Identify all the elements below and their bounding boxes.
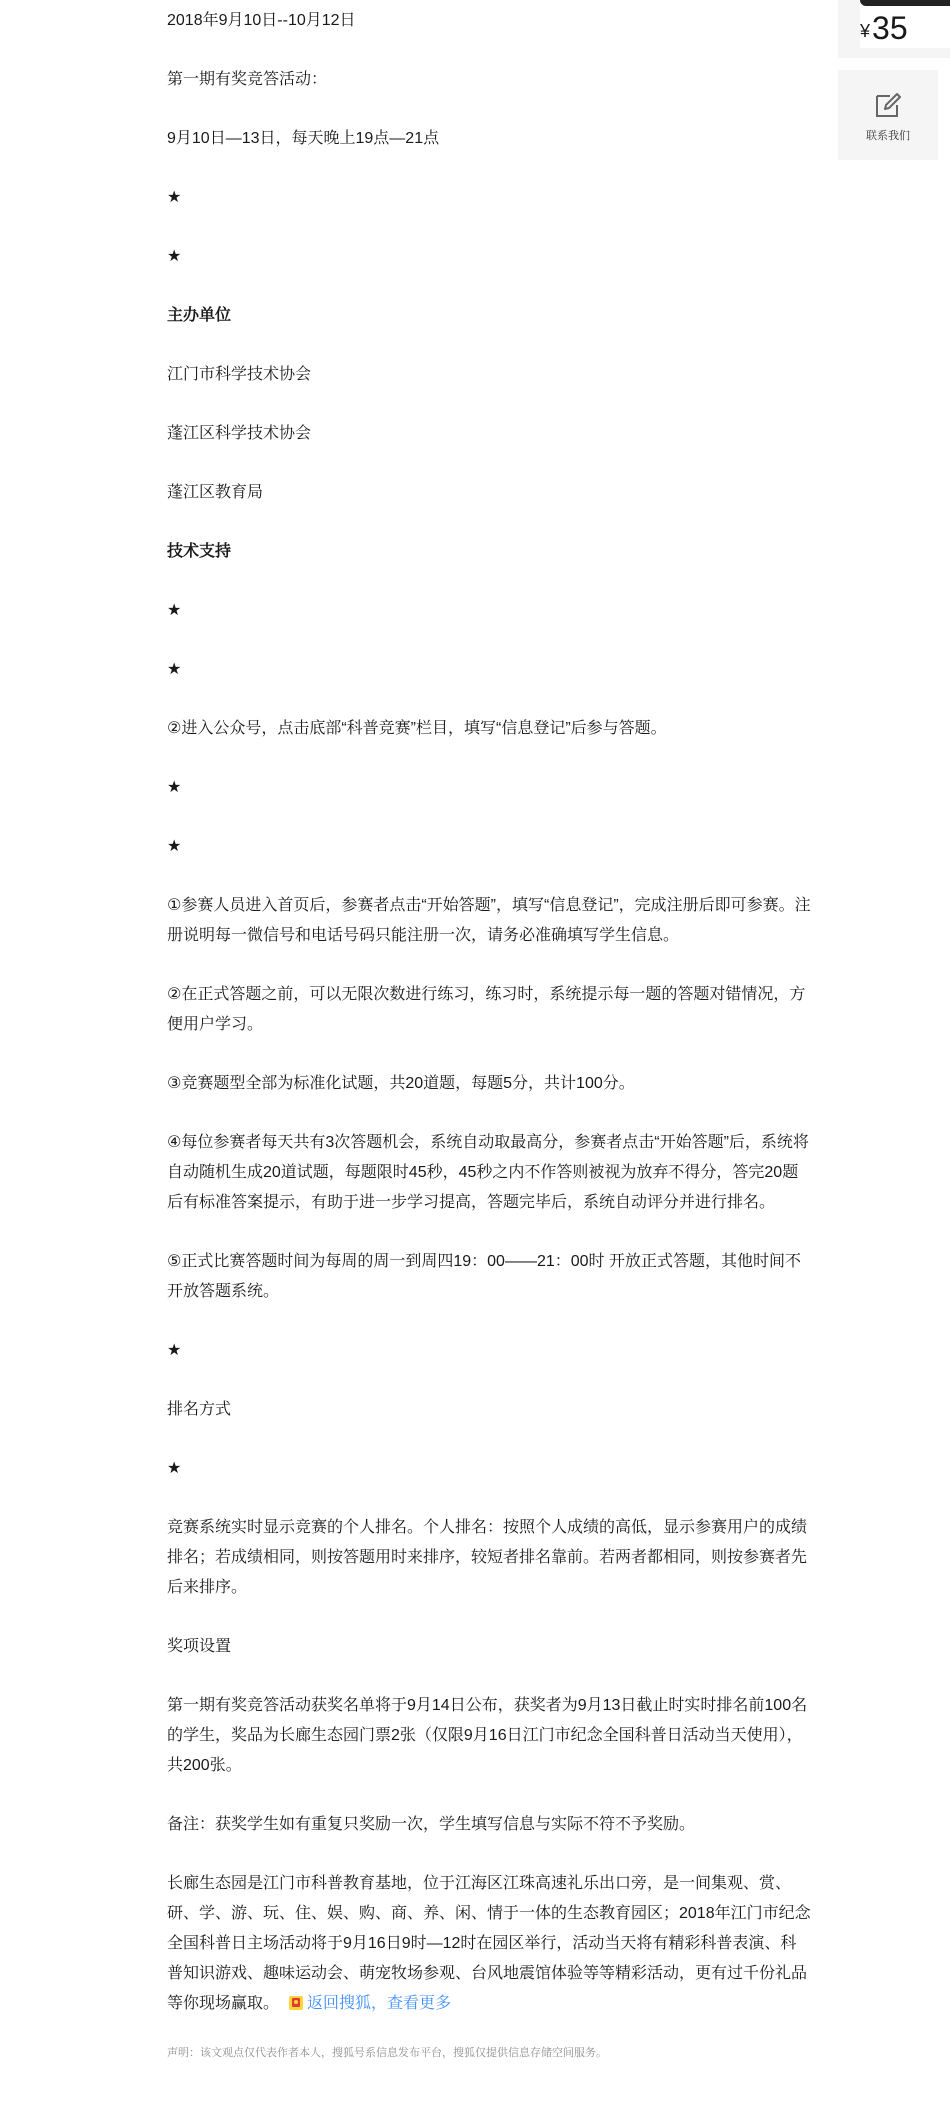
- issue-time: 9月10日—13日，每天晚上19点—21点: [167, 130, 440, 147]
- edit-note-icon: [871, 88, 905, 122]
- rule-paragraph: ⑤正式比赛答题时间为每周的周一到周四19：00——21：00时 开放正式答题，其他时间不开放答题系统。: [167, 1253, 801, 1300]
- disclaimer: 声明：该文观点仅代表作者本人，搜狐号系信息发布平台，搜狐仅提供信息存储空间服务。: [167, 2047, 607, 2059]
- ranking-text: 竞赛系统实时显示竞赛的个人排名。个人排名：按照个人成绩的高低，显示参赛用户的成绩排名；若成绩相同，则按答题用时来排序，较短者排名靠前。若两者都相同，则按参赛者先后来排序。: [167, 1519, 808, 1596]
- date-range: 2018年9月10日--10月12日: [167, 12, 356, 29]
- star-divider: ★: [167, 1460, 182, 1477]
- price-image-edge: [860, 0, 950, 6]
- star-divider: ★: [167, 661, 182, 678]
- award-text: 第一期有奖竞答活动获奖名单将于9月14日公布，获奖者为9月13日截止时实时排名前100名的学生，奖品为长廊生态园门票2张（仅限9月16日江门市纪念全国科普日活动当天使用），共200张。: [167, 1697, 808, 1774]
- organizer-heading: 主办单位: [167, 307, 232, 324]
- star-divider: ★: [167, 189, 182, 206]
- price-value: 35: [872, 10, 908, 46]
- back-to-sohu-link[interactable]: 返回搜狐，查看更多: [307, 1995, 452, 2012]
- rule-paragraph: ②在正式答题之前，可以无限次数进行练习，练习时，系统提示每一题的答题对错情况，方便用户学习。: [167, 986, 806, 1033]
- issue-title: 第一期有奖竞答活动：: [167, 71, 328, 88]
- award-heading: 奖项设置: [167, 1638, 232, 1655]
- organizer-item: 蓬江区教育局: [167, 484, 264, 501]
- price-label: [860, 8, 908, 51]
- star-divider: ★: [167, 248, 182, 265]
- rule-paragraph: ①参赛人员进入首页后，参赛者点击“开始答题”，填写“信息登记”，完成注册后即可参赛。注册说明每一微信号和电话号码只能注册一次，请务必准确填写学生信息。: [167, 897, 811, 944]
- star-divider: ★: [167, 1342, 182, 1359]
- step-follow: ②进入公众号，点击底部“科普竞赛”栏目，填写“信息登记”后参与答题。: [167, 720, 667, 737]
- star-divider: ★: [167, 838, 182, 855]
- price-currency: ¥: [860, 21, 871, 41]
- note-text: 备注：获奖学生如有重复只奖励一次，学生填写信息与实际不符不予奖励。: [167, 1816, 696, 1833]
- contact-us-label: 联系我们: [866, 130, 910, 142]
- ranking-heading: 排名方式: [167, 1401, 232, 1418]
- organizer-item: 江门市科学技术协会: [167, 366, 312, 383]
- star-divider: ★: [167, 602, 182, 619]
- tech-heading: 技术支持: [167, 543, 232, 560]
- venue-paragraph: [167, 1869, 812, 2019]
- sohu-logo-icon: [289, 1996, 303, 2010]
- star-divider: ★: [167, 779, 182, 796]
- contact-us-button[interactable]: [838, 70, 938, 160]
- organizer-item: 蓬江区科学技术协会: [167, 425, 312, 442]
- rule-paragraph: ③竞赛题型全部为标准化试题，共20道题，每题5分，共计100分。: [167, 1075, 635, 1092]
- venue-text: 长廊生态园是江门市科普教育基地，位于江海区江珠高速礼乐出口旁，是一间集观、赏、研、学、游、玩、住、娱、购、商、养、闲、情于一体的生态教育园区；2018年江门市纪念全国科普日主场活动将于9月16日9时—12时在园区举行，活动当天将有精彩科普表演、科普知识游戏、趣味运动会、萌宠牧场参观、台风地震馆体验等等精彩活动，更有过千份礼品等你现场赢取。: [167, 1875, 811, 2012]
- rule-paragraph: ④每位参赛者每天共有3次答题机会，系统自动取最高分，参赛者点击“开始答题”后，系统将自动随机生成20道试题，每题限时45秒，45秒之内不作答则被视为放弃不得分，答完20题后有标准答案提示，有助于进一步学习提高，答题完毕后，系统自动评分并进行排名。: [167, 1134, 809, 1211]
- price-card[interactable]: [838, 0, 950, 58]
